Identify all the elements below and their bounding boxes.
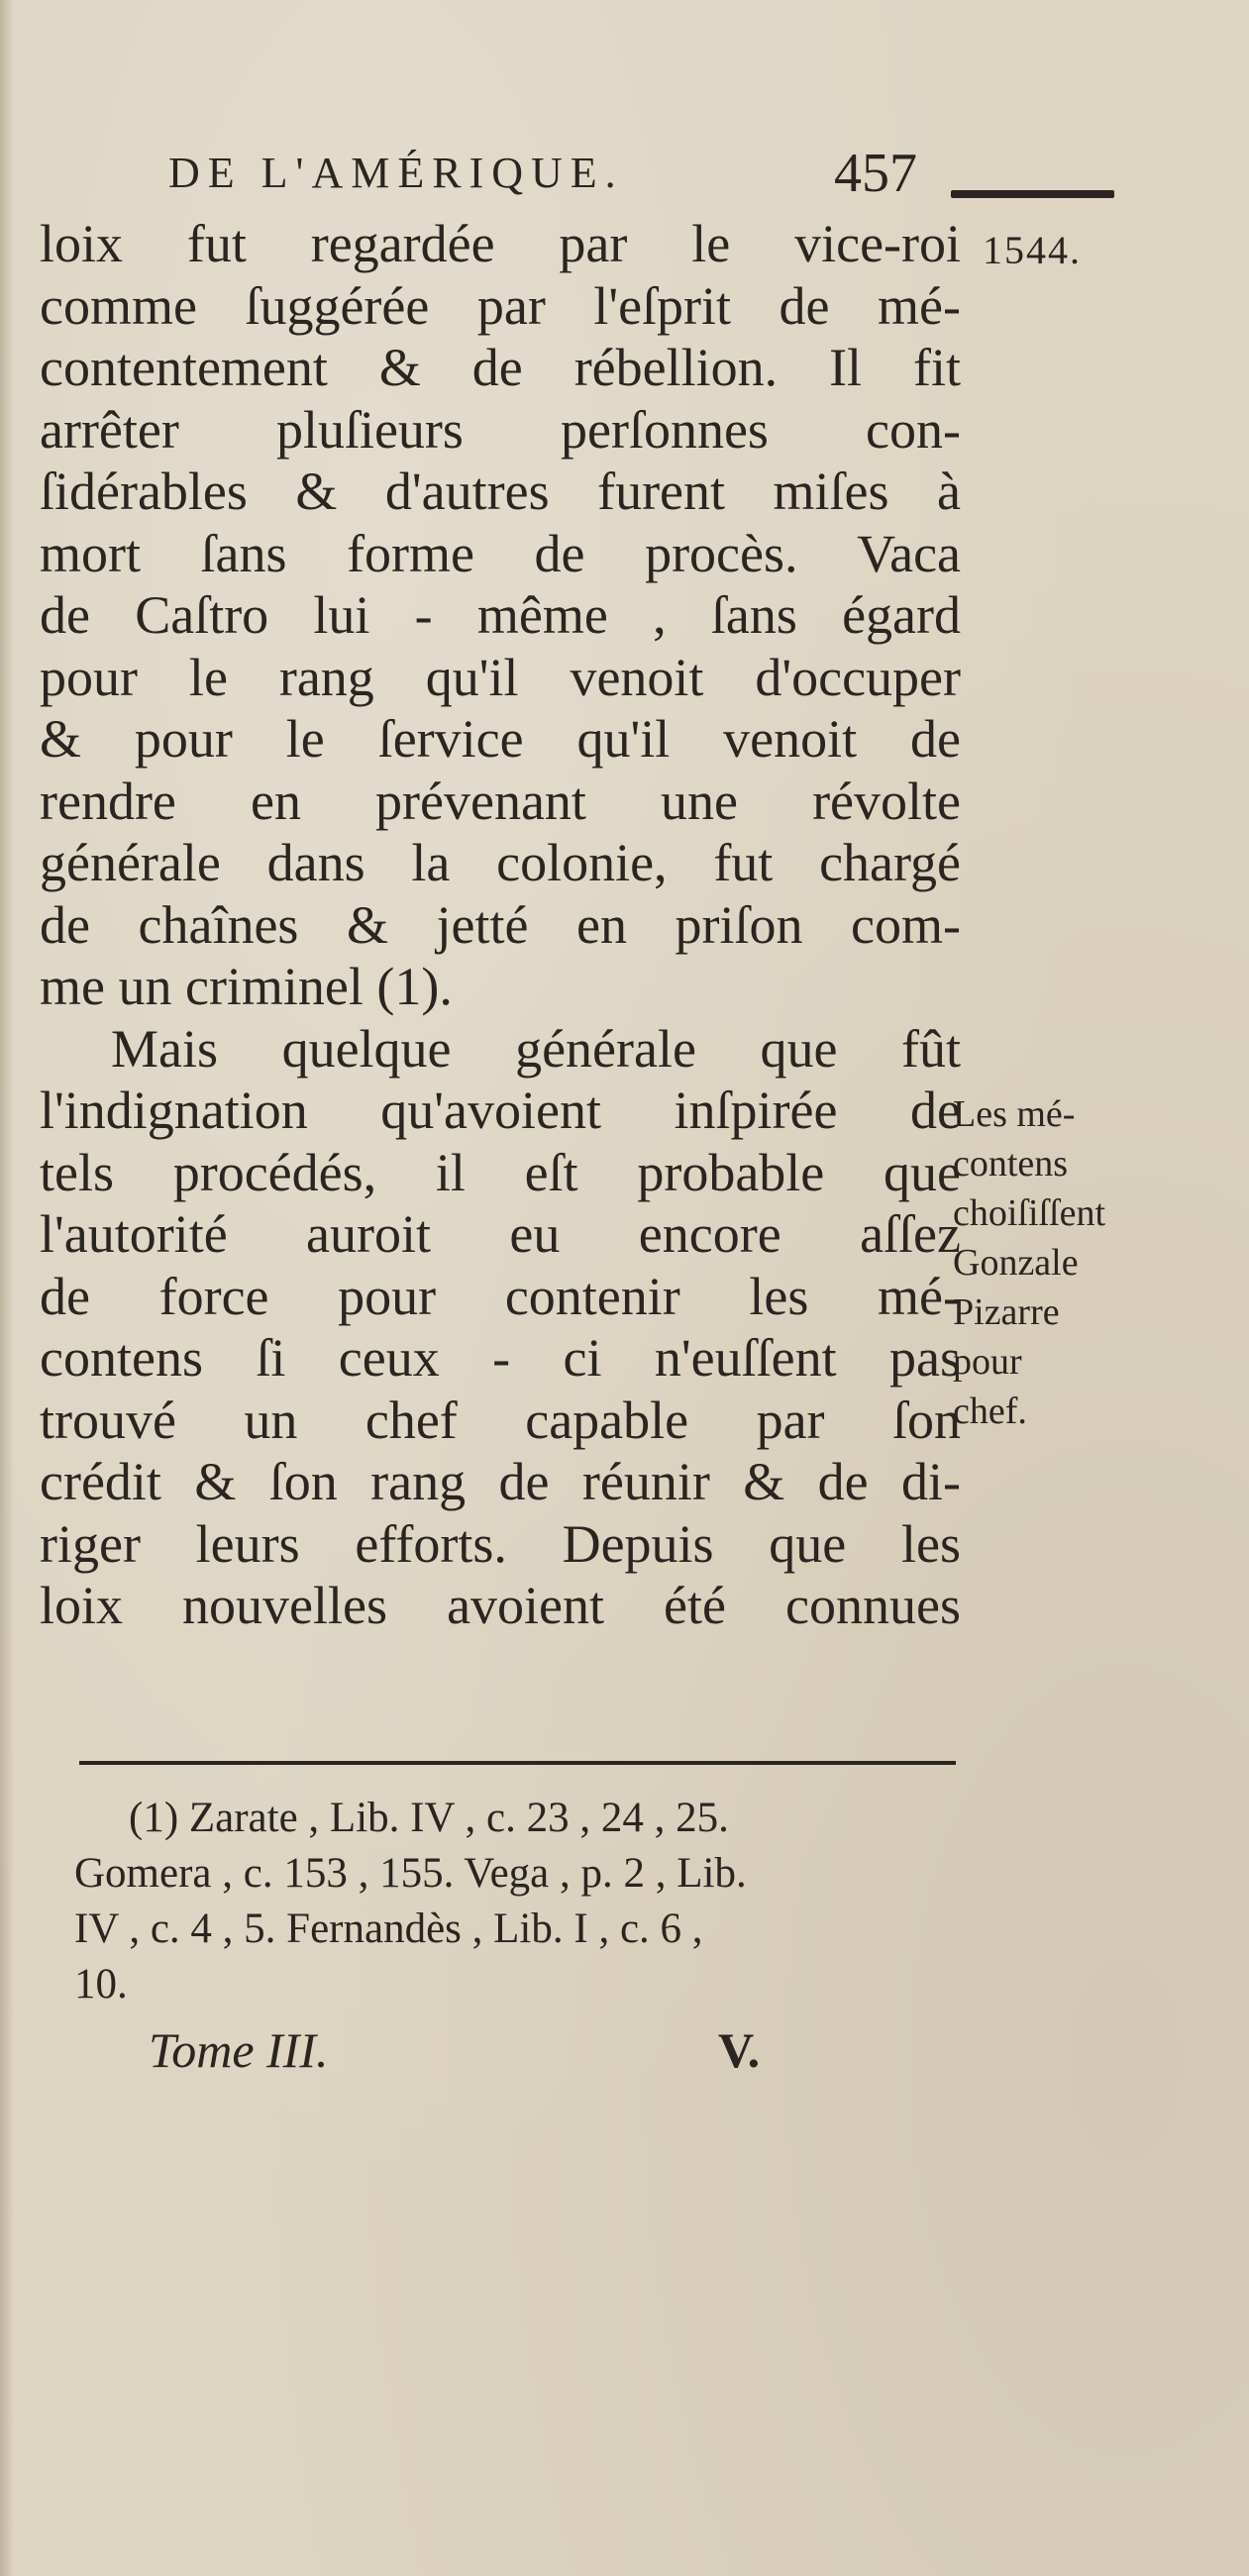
marginal-note-line: Les mé- xyxy=(953,1093,1076,1135)
running-head-rule xyxy=(951,190,1114,198)
marginal-note-line: Pizarre xyxy=(953,1291,1060,1333)
body-line: loix nouvelles avoient été connues xyxy=(40,1576,961,1635)
marginal-note-line: pour xyxy=(953,1341,1022,1383)
body-line: tels procédés, il eſt probable que xyxy=(40,1142,961,1202)
margin-year: 1544. xyxy=(983,228,1082,272)
body-line: crédit & ſon rang de réunir & de di- xyxy=(40,1452,961,1511)
marginal-note-line: contens xyxy=(953,1143,1069,1185)
marginal-note-line: chef. xyxy=(953,1391,1027,1432)
body-line: comme ſuggérée par l'eſprit de mé- xyxy=(40,275,961,336)
body-line: rendre en prévenant une révolte xyxy=(40,771,961,831)
marginal-note xyxy=(953,1089,1191,1436)
marginal-note-line: choiſiſſent xyxy=(953,1192,1106,1234)
page-edge-shadow xyxy=(0,0,14,2576)
body-line: ſidérables & d'autres furent miſes à xyxy=(40,462,961,521)
running-head-title: DE L'AMÉRIQUE. xyxy=(168,149,624,197)
body-line: contentement & de rébellion. Il fit xyxy=(40,338,961,397)
signature-mark: V. xyxy=(718,2022,761,2078)
body-line: l'autorité auroit eu encore aſſez xyxy=(40,1204,961,1264)
body-line: de force pour contenir les mé- xyxy=(40,1266,961,1326)
body-line: arrêter pluſieurs perſonnes con- xyxy=(40,399,961,460)
body-line: me un criminel (1). xyxy=(40,957,453,1016)
body-line: & pour le ſervice qu'il venoit de xyxy=(40,709,961,769)
body-line: l'indignation qu'avoient inſpirée de xyxy=(40,1081,961,1140)
signature-line xyxy=(149,2015,842,2085)
running-head xyxy=(168,139,1119,208)
body-text xyxy=(40,213,961,1637)
body-line: pour le rang qu'il venoit d'occuper xyxy=(40,647,961,707)
body-line: riger leurs efforts. Depuis que les xyxy=(40,1513,961,1574)
body-line: de chaînes & jetté en priſon com- xyxy=(40,894,961,955)
body-line: Mais quelque générale que fût xyxy=(111,1018,961,1079)
body-line: trouvé un chef capable par ſon xyxy=(40,1390,961,1450)
body-line: générale dans la colonie, fut chargé xyxy=(40,833,961,892)
footnote-line: 10. xyxy=(74,1961,128,2008)
footnotes xyxy=(74,1791,966,2012)
body-line: mort ſans forme de procès. Vaca xyxy=(40,523,961,583)
page-number: 457 xyxy=(834,143,917,204)
body-line: loix fut regardée par le vice-roi xyxy=(40,214,961,273)
footnote-line: Gomera , c. 153 , 155. Vega , p. 2 , Lib. xyxy=(74,1850,747,1897)
footnote-line: IV , c. 4 , 5. Fernandès , Lib. I , c. 6 , xyxy=(74,1906,703,1952)
footnote-line: (1) Zarate , Lib. IV , c. 23 , 24 , 25. xyxy=(129,1795,729,1841)
marginal-note-line: Gonzale xyxy=(953,1242,1079,1284)
body-line: contens ſi ceux - ci n'euſſent pas xyxy=(40,1328,961,1388)
body-line: de Caſtro lui - même , ſans égard xyxy=(40,585,961,645)
footnote-rule xyxy=(79,1761,956,1765)
volume-label: Tome III. xyxy=(149,2022,329,2078)
